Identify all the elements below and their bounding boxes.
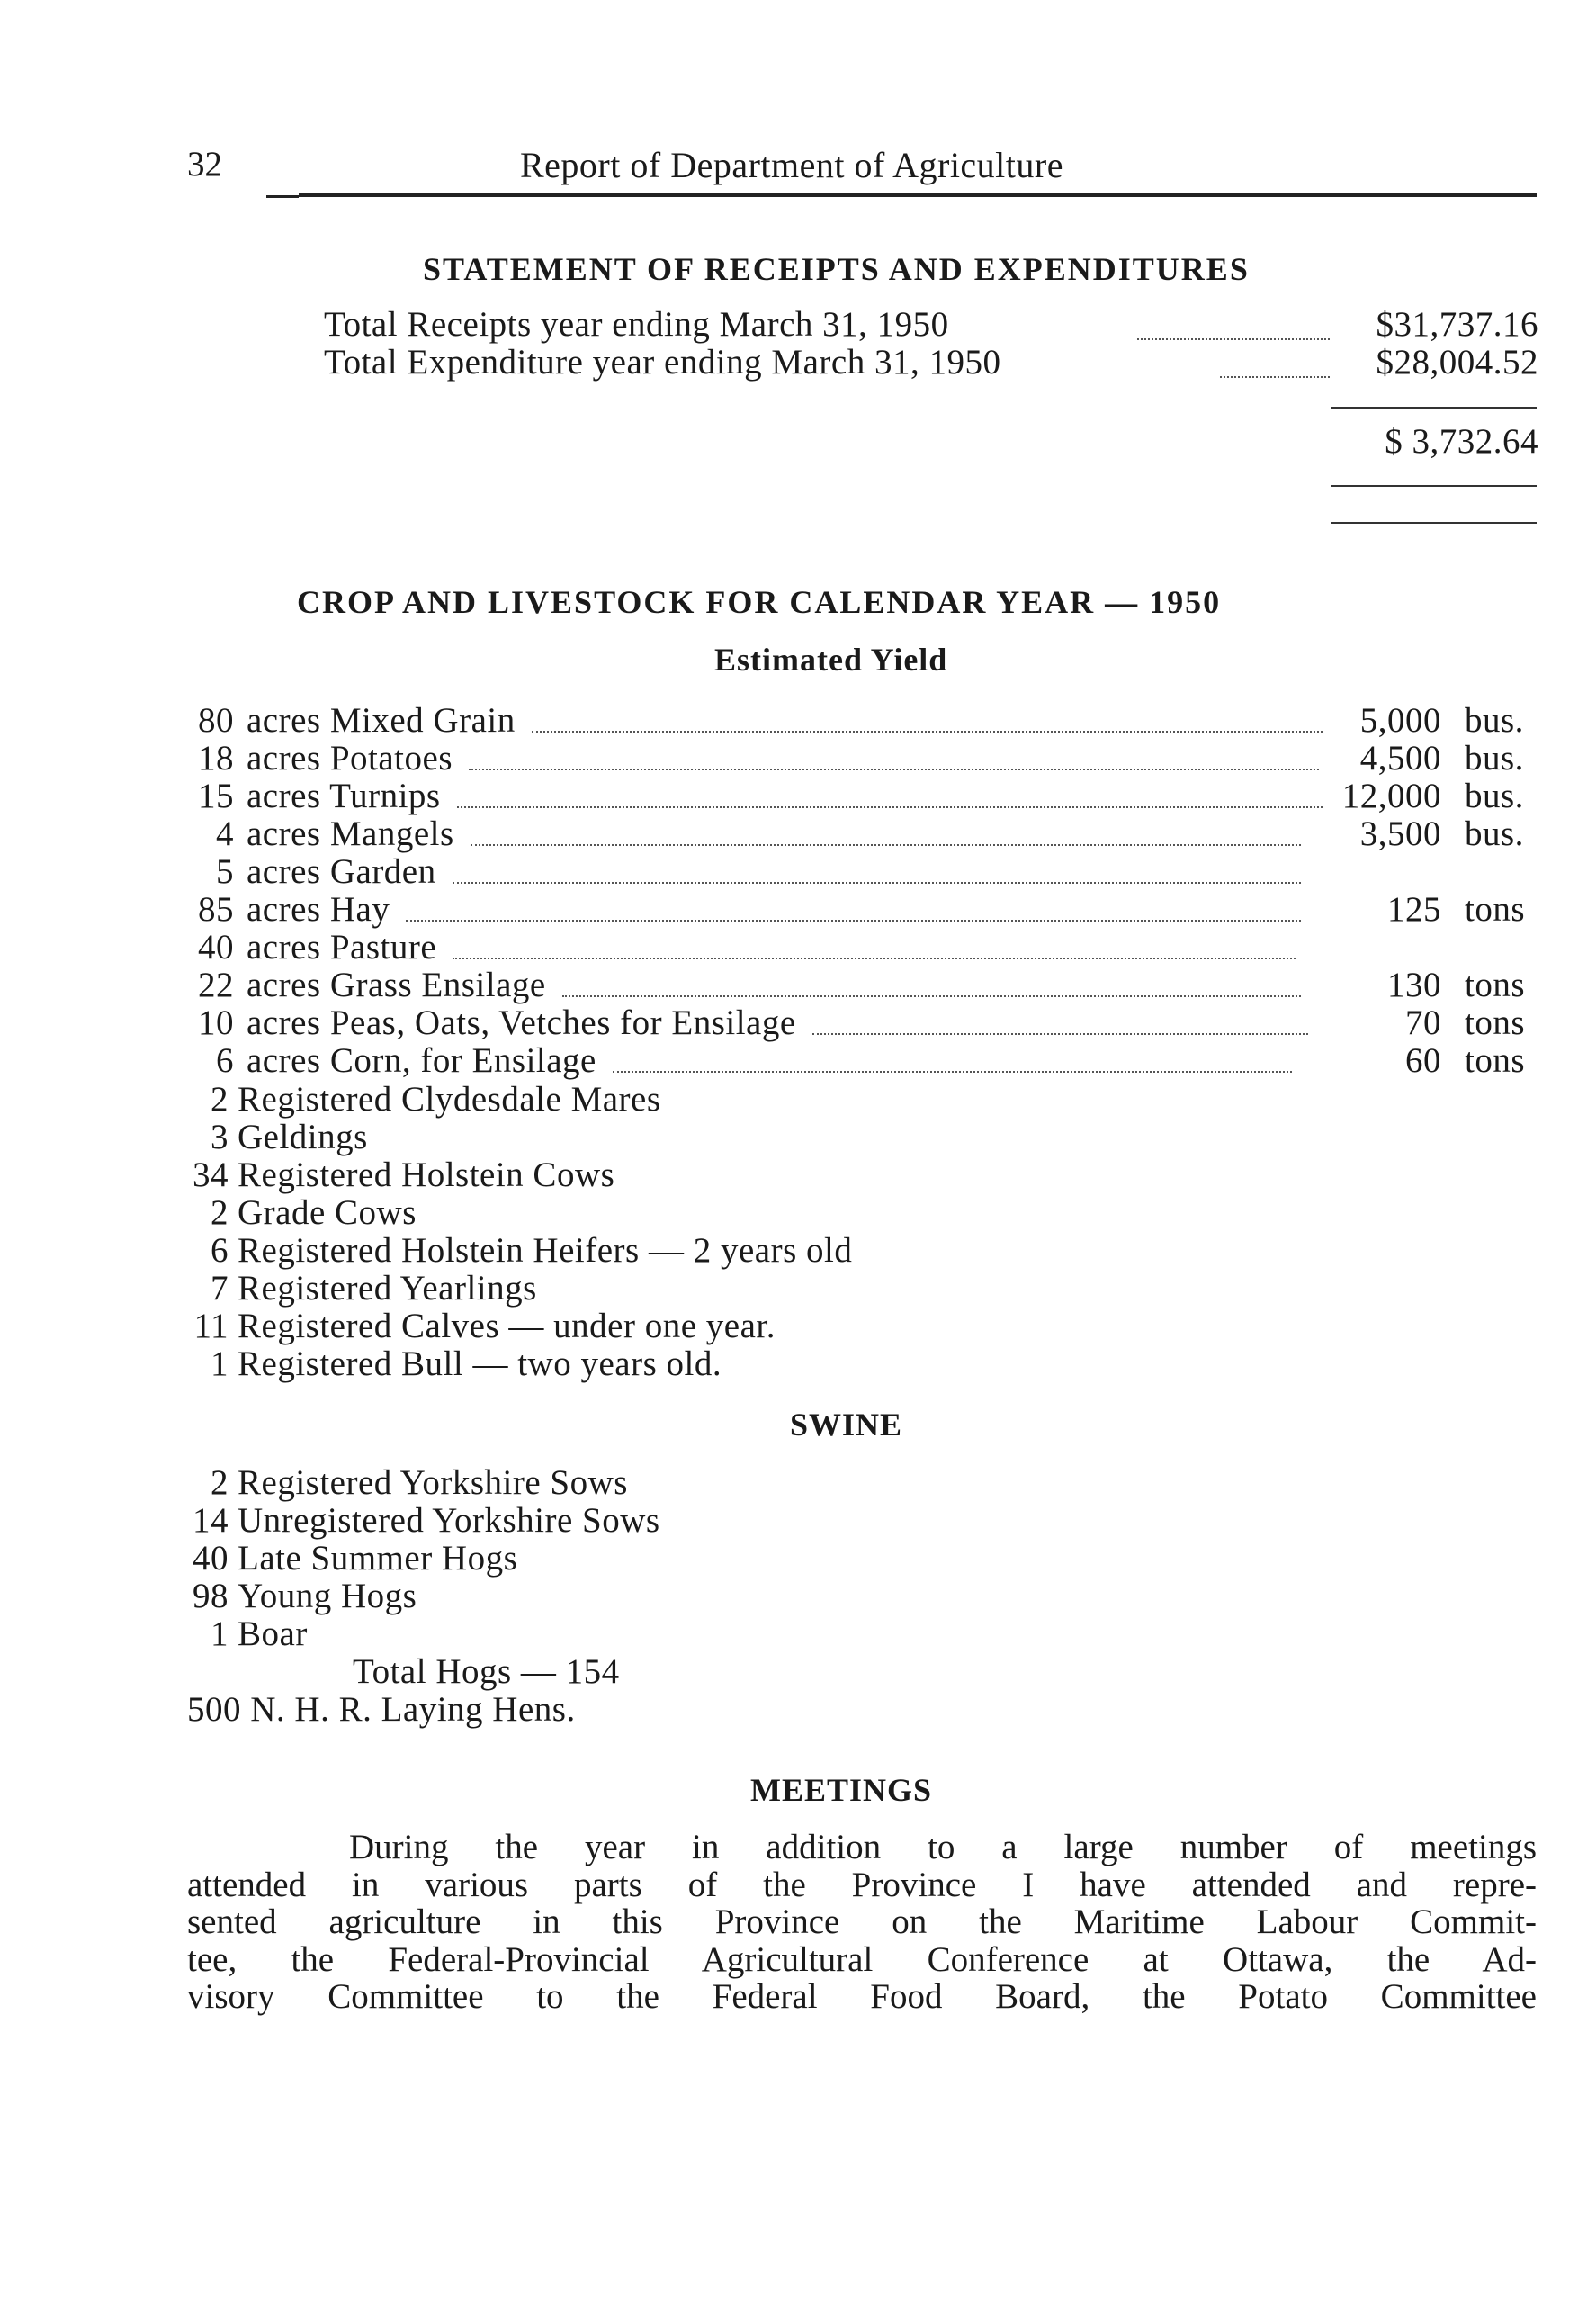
swine-qty: 1 (211, 1614, 229, 1653)
swine-item: Late Summer Hogs (238, 1539, 518, 1578)
dot-leader (453, 958, 1296, 959)
acreage-item: acres Mixed Grain (247, 701, 516, 740)
paragraph-line: visory Committee to the Federal Food Board, the Potato Committee (187, 1977, 1537, 2016)
acreage-item: acres Garden (247, 852, 436, 891)
acreage-item: acres Grass Ensilage (247, 966, 546, 1004)
acreage-row (180, 700, 516, 741)
receipts-heading: STATEMENT OF RECEIPTS AND EXPENDITURES (423, 251, 1250, 287)
acreage-unit: bus. (1465, 777, 1524, 815)
acreage-item: acres Turnips (247, 777, 441, 815)
header-rule-dash (266, 195, 299, 198)
acreage-yield: 4,500 (1359, 739, 1441, 778)
acreage-row (180, 776, 441, 816)
meetings-paragraph (187, 1829, 1537, 2016)
acreage-row (180, 814, 454, 854)
livestock-qty: 11 (193, 1307, 229, 1345)
acreage-item: acres Hay (247, 890, 390, 929)
paragraph-line: sented agriculture in this Province on the Maritime Labour Commit- (187, 1902, 1537, 1941)
acreage-yield: 3,500 (1359, 814, 1441, 853)
livestock-item: Registered Yearlings (238, 1269, 537, 1308)
dot-leader (613, 1071, 1292, 1073)
dot-leader (471, 844, 1301, 846)
paragraph-line: attended in various parts of the Province I have attended and repre- (187, 1865, 1537, 1904)
dot-leader (812, 1033, 1308, 1035)
swine-total: Total Hogs — 154 (353, 1652, 620, 1691)
livestock-qty: 7 (211, 1269, 229, 1308)
acreage-qty: 22 (198, 966, 234, 1004)
acreage-row (180, 851, 436, 892)
acreage-unit: tons (1465, 966, 1526, 1004)
livestock-qty: 2 (211, 1193, 229, 1232)
livestock-qty: 2 (211, 1080, 229, 1119)
acreage-item: acres Peas, Oats, Vetches for Ensilage (247, 1003, 796, 1042)
acreage-item: acres Pasture (247, 928, 437, 967)
swine-qty: 98 (193, 1577, 229, 1615)
acreage-unit: tons (1465, 1041, 1526, 1080)
receipts-row-amount: $31,737.16 (1376, 305, 1538, 344)
meetings-heading: MEETINGS (750, 1772, 933, 1808)
dot-leader (1220, 376, 1330, 378)
total-rule (1331, 485, 1537, 487)
swine-item: Boar (238, 1614, 308, 1653)
swine-row (180, 1538, 517, 1578)
acreage-unit: tons (1465, 1003, 1526, 1042)
acreage-qty: 10 (198, 1003, 234, 1042)
livestock-qty: 3 (211, 1118, 229, 1156)
swine-qty: 40 (193, 1539, 229, 1578)
livestock-item: Registered Bull — two years old. (238, 1344, 722, 1383)
laying-hens: 500 N. H. R. Laying Hens. (187, 1690, 576, 1729)
swine-heading: SWINE (790, 1407, 903, 1443)
dot-leader (453, 882, 1301, 884)
swine-item: Young Hogs (238, 1577, 417, 1615)
livestock-row (180, 1344, 722, 1384)
livestock-item: Grade Cows (238, 1193, 417, 1232)
acreage-qty: 5 (216, 852, 234, 891)
swine-item: Unregistered Yorkshire Sows (238, 1501, 660, 1540)
livestock-item: Registered Holstein Cows (238, 1155, 615, 1194)
livestock-row (180, 1306, 776, 1346)
receipts-row-label: Total Expenditure year ending March 31, 1950 (324, 343, 1001, 382)
livestock-item: Geldings (238, 1118, 368, 1156)
acreage-qty: 18 (198, 739, 234, 778)
receipts-row-label: Total Receipts year ending March 31, 1950 (324, 305, 949, 344)
livestock-item: Registered Clydesdale Mares (238, 1080, 661, 1119)
acreage-yield: 60 (1405, 1041, 1441, 1080)
acreage-unit: bus. (1465, 739, 1524, 778)
acreage-yield: 70 (1405, 1003, 1441, 1042)
swine-row (180, 1462, 628, 1503)
livestock-row (180, 1155, 614, 1195)
swine-row (180, 1500, 660, 1541)
livestock-qty: 6 (211, 1231, 229, 1270)
acreage-item: acres Potatoes (247, 739, 453, 778)
swine-row (180, 1614, 308, 1654)
acreage-row (180, 738, 453, 778)
acreage-item: acres Corn, for Ensilage (247, 1041, 596, 1080)
dot-leader (562, 995, 1301, 997)
dot-leader (532, 731, 1323, 733)
swine-qty: 2 (211, 1463, 229, 1502)
acreage-yield: 130 (1387, 966, 1441, 1004)
livestock-item: Registered Holstein Heifers — 2 years old (238, 1231, 853, 1270)
acreage-qty: 4 (216, 814, 234, 853)
acreage-item: acres Mangels (247, 814, 454, 853)
receipts-row-amount: $28,004.52 (1376, 343, 1538, 382)
acreage-unit: tons (1465, 890, 1526, 929)
swine-item: Registered Yorkshire Sows (238, 1463, 628, 1502)
receipts-balance: $ 3,732.64 (1385, 422, 1538, 461)
livestock-row (180, 1268, 537, 1308)
livestock-item: Registered Calves — under one year. (238, 1307, 776, 1345)
sum-rule (1331, 407, 1537, 409)
acreage-row (180, 965, 546, 1005)
livestock-row (180, 1192, 417, 1233)
acreage-yield: 125 (1387, 890, 1441, 929)
acreage-row (180, 1040, 596, 1081)
livestock-qty: 34 (193, 1155, 229, 1194)
acreage-qty: 85 (198, 890, 234, 929)
livestock-row (180, 1079, 661, 1120)
crop-heading: CROP AND LIVESTOCK FOR CALENDAR YEAR — 1950 (297, 584, 1222, 620)
acreage-row (180, 927, 436, 967)
dot-leader (1137, 338, 1330, 340)
dot-leader (469, 769, 1319, 770)
acreage-row (180, 1003, 796, 1043)
livestock-qty: 1 (211, 1344, 229, 1383)
dot-leader (406, 920, 1301, 922)
total-rule (1331, 522, 1537, 524)
dot-leader (457, 806, 1323, 808)
paragraph-line: tee, the Federal-Provincial Agricultural Conference at Ottawa, the Ad- (187, 1939, 1537, 1979)
acreage-yield: 12,000 (1341, 777, 1441, 815)
header-rule (299, 193, 1537, 197)
swine-qty: 14 (193, 1501, 229, 1540)
acreage-qty: 15 (198, 777, 234, 815)
acreage-unit: bus. (1465, 814, 1524, 853)
running-title: Report of Department of Agriculture (520, 145, 1063, 185)
livestock-row (180, 1230, 852, 1271)
acreage-yield: 5,000 (1359, 701, 1441, 740)
livestock-row (180, 1117, 368, 1157)
paragraph-line: During the year in addition to a large number of meetings (349, 1828, 1537, 1866)
acreage-row (180, 889, 390, 930)
acreage-unit: bus. (1465, 701, 1524, 740)
acreage-qty: 80 (198, 701, 234, 740)
acreage-qty: 40 (198, 928, 234, 967)
page-number: 32 (187, 145, 222, 184)
crop-subheading: Estimated Yield (714, 642, 948, 678)
swine-row (180, 1576, 417, 1616)
acreage-qty: 6 (216, 1041, 234, 1080)
